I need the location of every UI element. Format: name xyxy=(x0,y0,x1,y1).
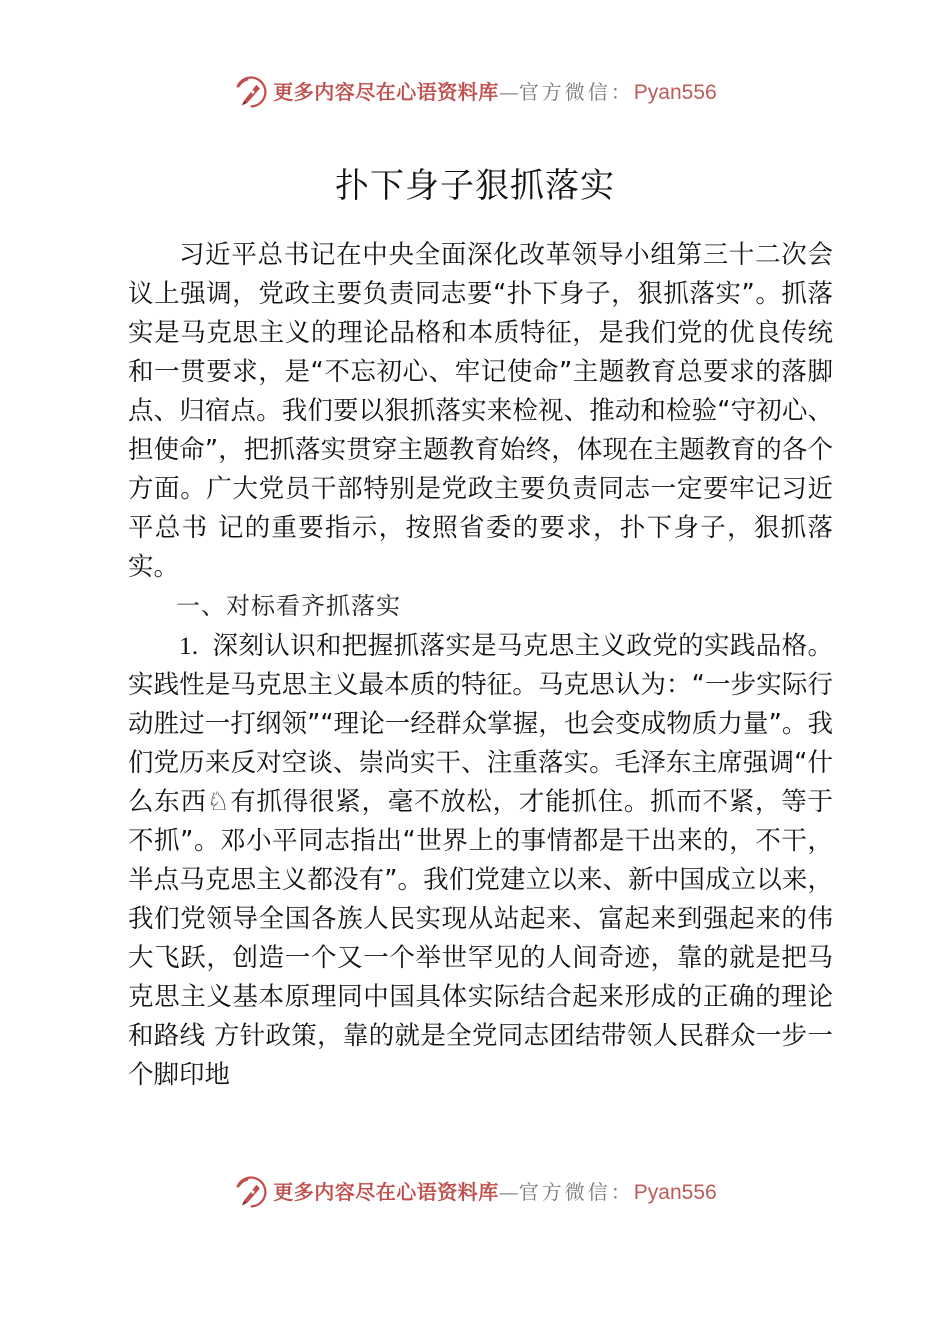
list-item-text: 深刻认识和把握抓落实是马克思主义政党的实践品格。实践性是马克思主义最本质的特征。马克思认为：“一步实际行动胜过一打纲领”“理论一经群众掌握，也会变成物质力量”。我们党历来反对空谈、崇尚实干、注重落实。毛泽东主席强调“什么东西♘有抓得很紧，毫不放松，才能抓住。抓而不紧，等于不抓”。邓小平同志指出“世界上的事情都是干出来的，不干，半点马克思主义都没有”。我们党建立以来、新中国成立以来，我们党领导全国各族人民实现从站起来、富起来到强起来的伟大飞跃，创造一个又一个举世罕见的人间奇迹，靠的就是把马克思主义基本原理同中国具体实际结合起来形成的正确的理论和路线 方针政策，靠的就是全党同志团结带领人民群众一步一个脚印地 xyxy=(128,631,833,1090)
section-heading: 一、对标看齐抓落实 xyxy=(176,592,401,620)
list-item xyxy=(128,626,833,1095)
header-wechat-label: 官方微信： xyxy=(518,80,634,104)
header-wechat-id: Pyan556 xyxy=(633,80,717,104)
footer-wechat-id: Pyan556 xyxy=(633,1180,717,1204)
pen-nib-logo-icon xyxy=(233,74,269,110)
header-separator: — xyxy=(498,80,519,104)
header-banner-text xyxy=(273,82,716,103)
document-body xyxy=(128,236,833,1095)
footer-banner xyxy=(0,1170,950,1214)
footer-brand-text: 更多内容尽在心语资料库 xyxy=(273,1180,499,1204)
footer-separator: — xyxy=(498,1180,519,1204)
document-title: 扑下身子狠抓落实 xyxy=(335,166,615,206)
pen-nib-logo-icon xyxy=(233,1174,269,1210)
footer-banner-text xyxy=(273,1182,716,1203)
header-brand-text: 更多内容尽在心语资料库 xyxy=(273,80,499,104)
footer-wechat-label: 官方微信： xyxy=(518,1180,634,1204)
header-banner xyxy=(0,70,950,114)
intro-paragraph: 习近平总书记在中央全面深化改革领导小组第三十二次会 议上强调，党政主要负责同志要“扑下身子，狠抓落实”。抓落实是马克思主义的理论品格和本质特征，是我们党的优良传统和一贯要求，是“不忘初心、牢记使命”主题教育总要求的落脚点、归宿点。我们要以狠抓落实来检视、推动和检验“守初心、担使命”，把抓落实贯穿主题教育始终，体现在主题教育的各个方面。广大党员干部特别是党政主要负责同志一定要牢记习近平总书 记的重要指示，按照省委的要求，扑下身子，狠抓落实。 xyxy=(128,240,833,582)
list-item-number: 1. xyxy=(179,631,199,660)
